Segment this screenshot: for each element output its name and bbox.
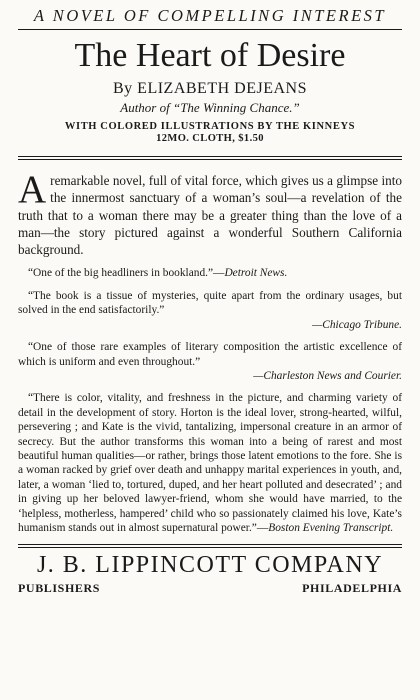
quote-text: “One of the big headliners in bookland.”— (28, 267, 225, 280)
publishers-label: PUBLISHERS (18, 581, 101, 596)
quote-text: “There is color, vitality, and freshness in the picture, and charming variety of detail in the development of story. Horton is the ideal lover, strong-hearted, wilful, persevering ; and Kate is the vivid, tantalizing, impersonal creature in an armor of secrecy. But the author transforms this woman into a being of rarest and most beautiful human qualities—or rather, brings those latent emotions to the fore. She is a woman racked by grief over death and unhappy marital experiences in youth, and, later, a woman ‘lied to, tortured, duped, and her heart polluted and desecrated’ ; and in giving up her beloved lawyer-friend, whom she would have married, to the ‘helpless, motherless, hampered’ child who so passionately claimed his love, Kate’s humanism stands out in almost supernatural power.”— (18, 392, 402, 534)
author-previous-work: Author of “The Winning Chance.” (120, 100, 300, 115)
review-quote (18, 391, 402, 535)
quote-text: “The book is a tissue of mysteries, quite apart from the ordinary usages, but solved in the end satisfactorily.” (18, 289, 402, 317)
lead-paragraph (18, 168, 402, 258)
advertisement-page (18, 6, 402, 596)
byline: By ELIZABETH DEJEANS (113, 80, 307, 97)
review-quote (18, 289, 402, 318)
tagline: A NOVEL OF COMPELLING INTEREST (18, 6, 402, 30)
book-title: The Heart of Desire (74, 37, 346, 74)
quote-source: —Chicago Tribune. (312, 318, 402, 331)
divider-top (18, 156, 402, 160)
illustrations-credit: WITH COLORED ILLUSTRATIONS BY THE KINNEYS (64, 121, 356, 132)
quote-source: Boston Evening Transcript. (268, 521, 394, 534)
review-quotes (18, 266, 402, 535)
publisher-city: PHILADELPHIA (302, 581, 402, 596)
price-line: 12MO. CLOTH, $1.50 (156, 133, 264, 144)
review-quote (18, 340, 402, 369)
lead-text: remarkable novel, full of vital force, which gives us a glimpse into the innermost sanctuary of a woman’s soul—a revelation of the truth that to a woman there may be a greater thing than the love of a man—the story pictured against a wonderful Southern California background. (18, 173, 402, 258)
publisher-name: J. B. LIPPINCOTT COMPANY (36, 552, 384, 579)
drop-cap: A (18, 168, 47, 211)
review-quote (18, 266, 402, 280)
quote-source: Detroit News. (224, 267, 288, 280)
quote-source: —Charleston News and Courier. (253, 369, 402, 382)
quote-text: “One of those rare examples of literary composition the artistic excellence of which is uniform and even throughout.” (18, 341, 402, 368)
divider-bottom (18, 544, 402, 548)
publisher-footer (18, 581, 402, 596)
